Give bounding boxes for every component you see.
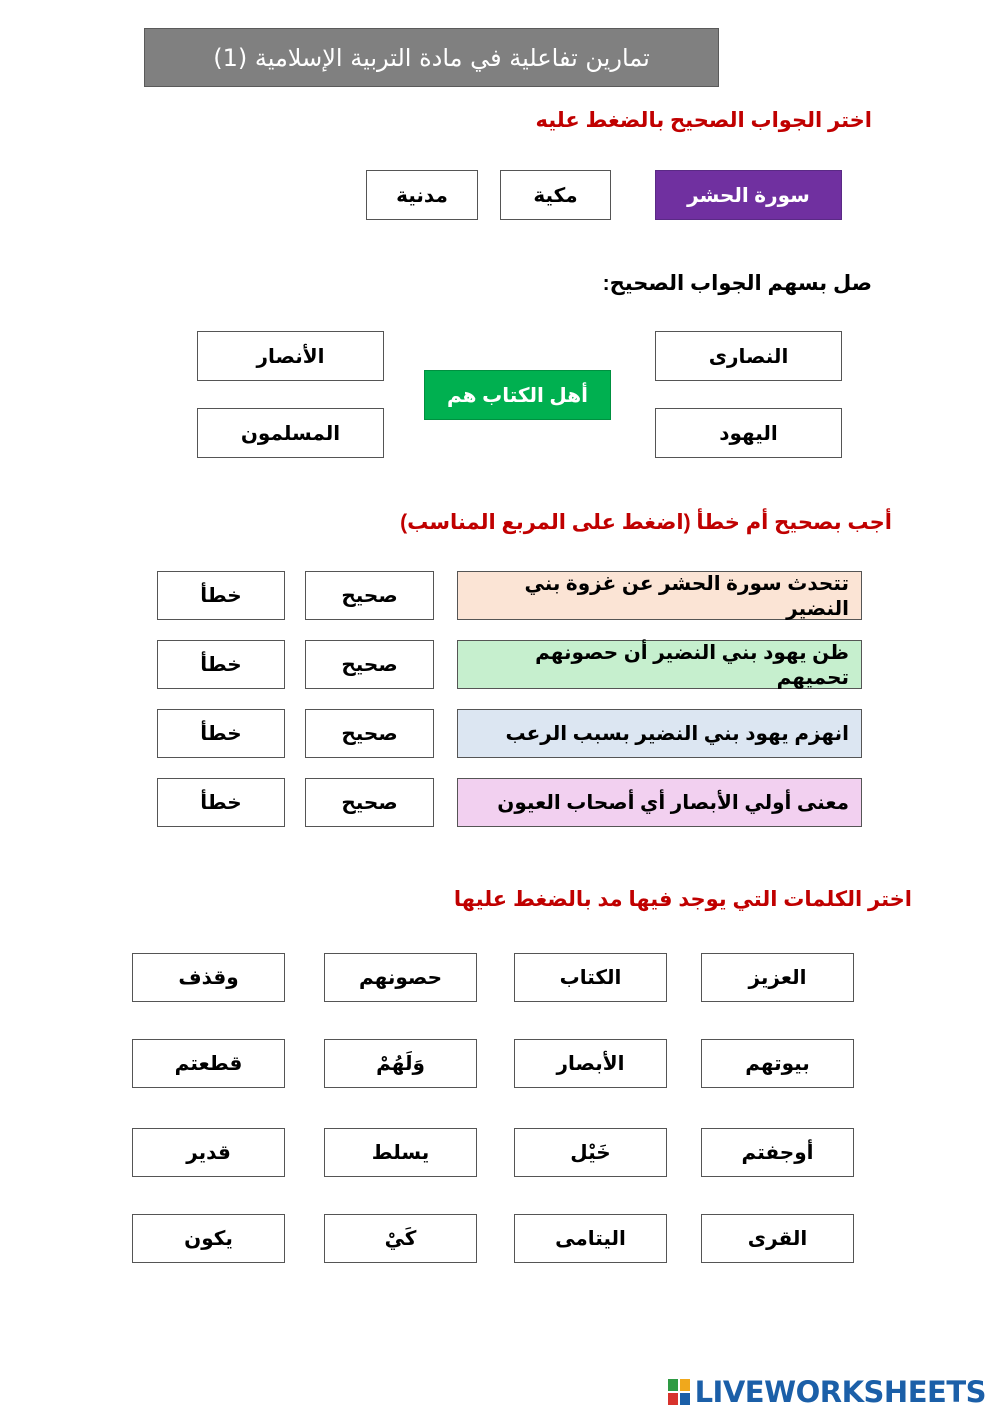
word-button[interactable]: وَلَهُمْ: [324, 1039, 477, 1088]
word-button[interactable]: الأبصار: [514, 1039, 667, 1088]
false-button-1[interactable]: خطأ: [157, 571, 285, 620]
true-button-3[interactable]: صحيح: [305, 709, 434, 758]
word-button[interactable]: أوجفتم: [701, 1128, 854, 1177]
word-button[interactable]: وقذف: [132, 953, 285, 1002]
match-center-box[interactable]: أهل الكتاب هم: [424, 370, 611, 420]
word-button[interactable]: يكون: [132, 1214, 285, 1263]
statement-2: ظن يهود بني النضير أن حصونهم تحميهم: [457, 640, 862, 689]
match-item-yahud[interactable]: اليهود: [655, 408, 842, 458]
statement-1: تتحدث سورة الحشر عن غزوة بني النضير: [457, 571, 862, 620]
statement-4: معنى أولي الأبصار أي أصحاب العيون: [457, 778, 862, 827]
false-button-2[interactable]: خطأ: [157, 640, 285, 689]
word-button[interactable]: يسلط: [324, 1128, 477, 1177]
word-button[interactable]: القرى: [701, 1214, 854, 1263]
word-button[interactable]: الكتاب: [514, 953, 667, 1002]
option-makkiya-button[interactable]: مكية: [500, 170, 611, 220]
word-button[interactable]: بيوتهم: [701, 1039, 854, 1088]
true-button-4[interactable]: صحيح: [305, 778, 434, 827]
section2-instruction: صل بسهم الجواب الصحيح:: [602, 272, 872, 295]
word-button[interactable]: كَيْ: [324, 1214, 477, 1263]
word-button[interactable]: العزيز: [701, 953, 854, 1002]
true-button-1[interactable]: صحيح: [305, 571, 434, 620]
section3-instruction: أجب بصحيح أم خطأ (اضغط على المربع المناسب): [400, 511, 892, 534]
option-madaniya-button[interactable]: مدنية: [366, 170, 478, 220]
word-button[interactable]: قطعتم: [132, 1039, 285, 1088]
word-button[interactable]: خَيْل: [514, 1128, 667, 1177]
liveworksheets-logo[interactable]: [668, 1374, 986, 1410]
logo-text: LIVEWORKSHEETS: [694, 1375, 986, 1409]
section4-instruction: اختر الكلمات التي يوجد فيها مد بالضغط عليها: [453, 888, 912, 911]
match-item-nasara[interactable]: النصارى: [655, 331, 842, 381]
true-button-2[interactable]: صحيح: [305, 640, 434, 689]
surah-prompt-box: سورة الحشر: [655, 170, 842, 220]
logo-mark-icon: [668, 1378, 692, 1406]
page-title: تمارين تفاعلية في مادة التربية الإسلامية (1): [144, 28, 719, 87]
false-button-4[interactable]: خطأ: [157, 778, 285, 827]
statement-3: انهزم يهود بني النضير بسبب الرعب: [457, 709, 862, 758]
match-item-muslimun[interactable]: المسلمون: [197, 408, 384, 458]
word-button[interactable]: قدير: [132, 1128, 285, 1177]
section1-instruction: اختر الجواب الصحيح بالضغط عليه: [535, 109, 872, 132]
false-button-3[interactable]: خطأ: [157, 709, 285, 758]
word-button[interactable]: اليتامى: [514, 1214, 667, 1263]
match-item-ansar[interactable]: الأنصار: [197, 331, 384, 381]
word-button[interactable]: حصونهم: [324, 953, 477, 1002]
